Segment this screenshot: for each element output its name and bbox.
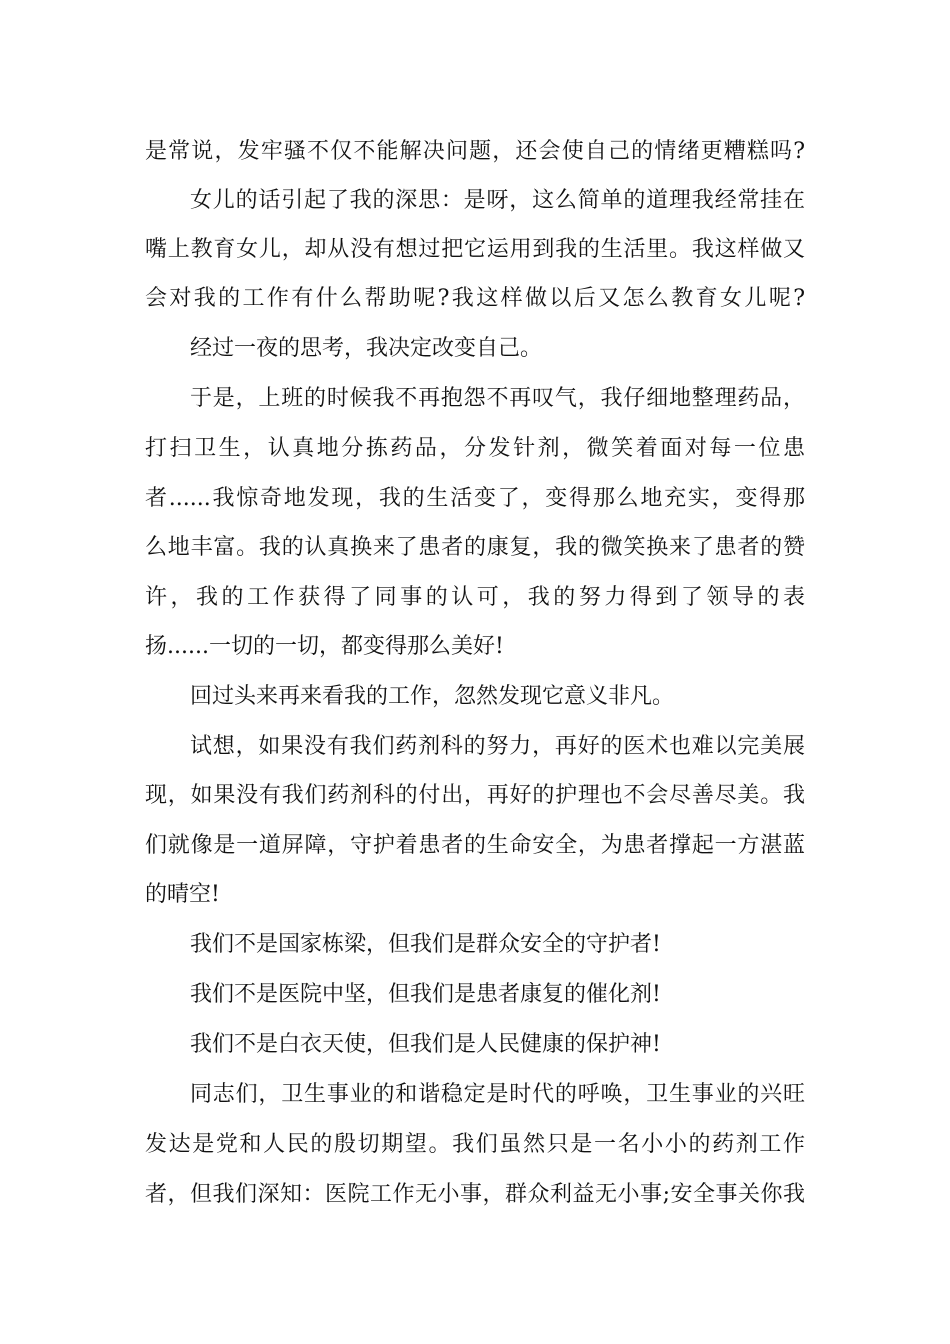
text-line: 现，如果没有我们药剂科的付出，再好的护理也不会尽善尽美。我 (145, 783, 805, 808)
text-line: 回过头来再来看我的工作，忽然发现它意义非凡。 (190, 684, 675, 709)
text-line: 嘴上教育女儿，却从没有想过把它运用到我的生活里。我这样做又 (145, 237, 805, 262)
text-line: 于是，上班的时候我不再抱怨不再叹气，我仔细地整理药品， (190, 386, 805, 411)
text-line: 的晴空! (145, 882, 220, 907)
text-line: 我们不是白衣天使，但我们是人民健康的保护神! (190, 1032, 661, 1057)
text-line: 我们不是医院中坚，但我们是患者康复的催化剂! (190, 982, 661, 1007)
text-line: 发达是党和人民的殷切期望。我们虽然只是一名小小的药剂工作 (145, 1132, 805, 1157)
text-line: 者，但我们深知：医院工作无小事，群众利益无小事;安全事关你我 (145, 1182, 805, 1207)
text-line: 者......我惊奇地发现，我的生活变了，变得那么地充实，变得那 (145, 486, 805, 511)
text-line: 们就像是一道屏障，守护着患者的生命安全，为患者撑起一方湛蓝 (145, 833, 805, 858)
text-line: 是常说，发牢骚不仅不能解决问题，还会使自己的情绪更糟糕吗? (145, 139, 805, 164)
text-line: 会对我的工作有什么帮助呢?我这样做以后又怎么教育女儿呢? (145, 286, 805, 311)
text-line: 试想，如果没有我们药剂科的努力，再好的医术也难以完美展 (190, 734, 805, 759)
text-line: 许，我的工作获得了同事的认可，我的努力得到了领导的表 (145, 585, 805, 610)
text-line: 扬......一切的一切，都变得那么美好! (145, 634, 504, 659)
text-line: 女儿的话引起了我的深思：是呀，这么简单的道理我经常挂在 (190, 188, 805, 213)
text-line: 经过一夜的思考，我决定改变自己。 (190, 336, 543, 361)
text-line: 么地丰富。我的认真换来了患者的康复，我的微笑换来了患者的赞 (145, 535, 805, 560)
text-line: 我们不是国家栋梁，但我们是群众安全的守护者! (190, 932, 661, 957)
text-line: 打扫卫生，认真地分拣药品，分发针剂，微笑着面对每一位患 (145, 436, 805, 461)
text-line: 同志们，卫生事业的和谐稳定是时代的呼唤，卫生事业的兴旺 (190, 1082, 805, 1107)
